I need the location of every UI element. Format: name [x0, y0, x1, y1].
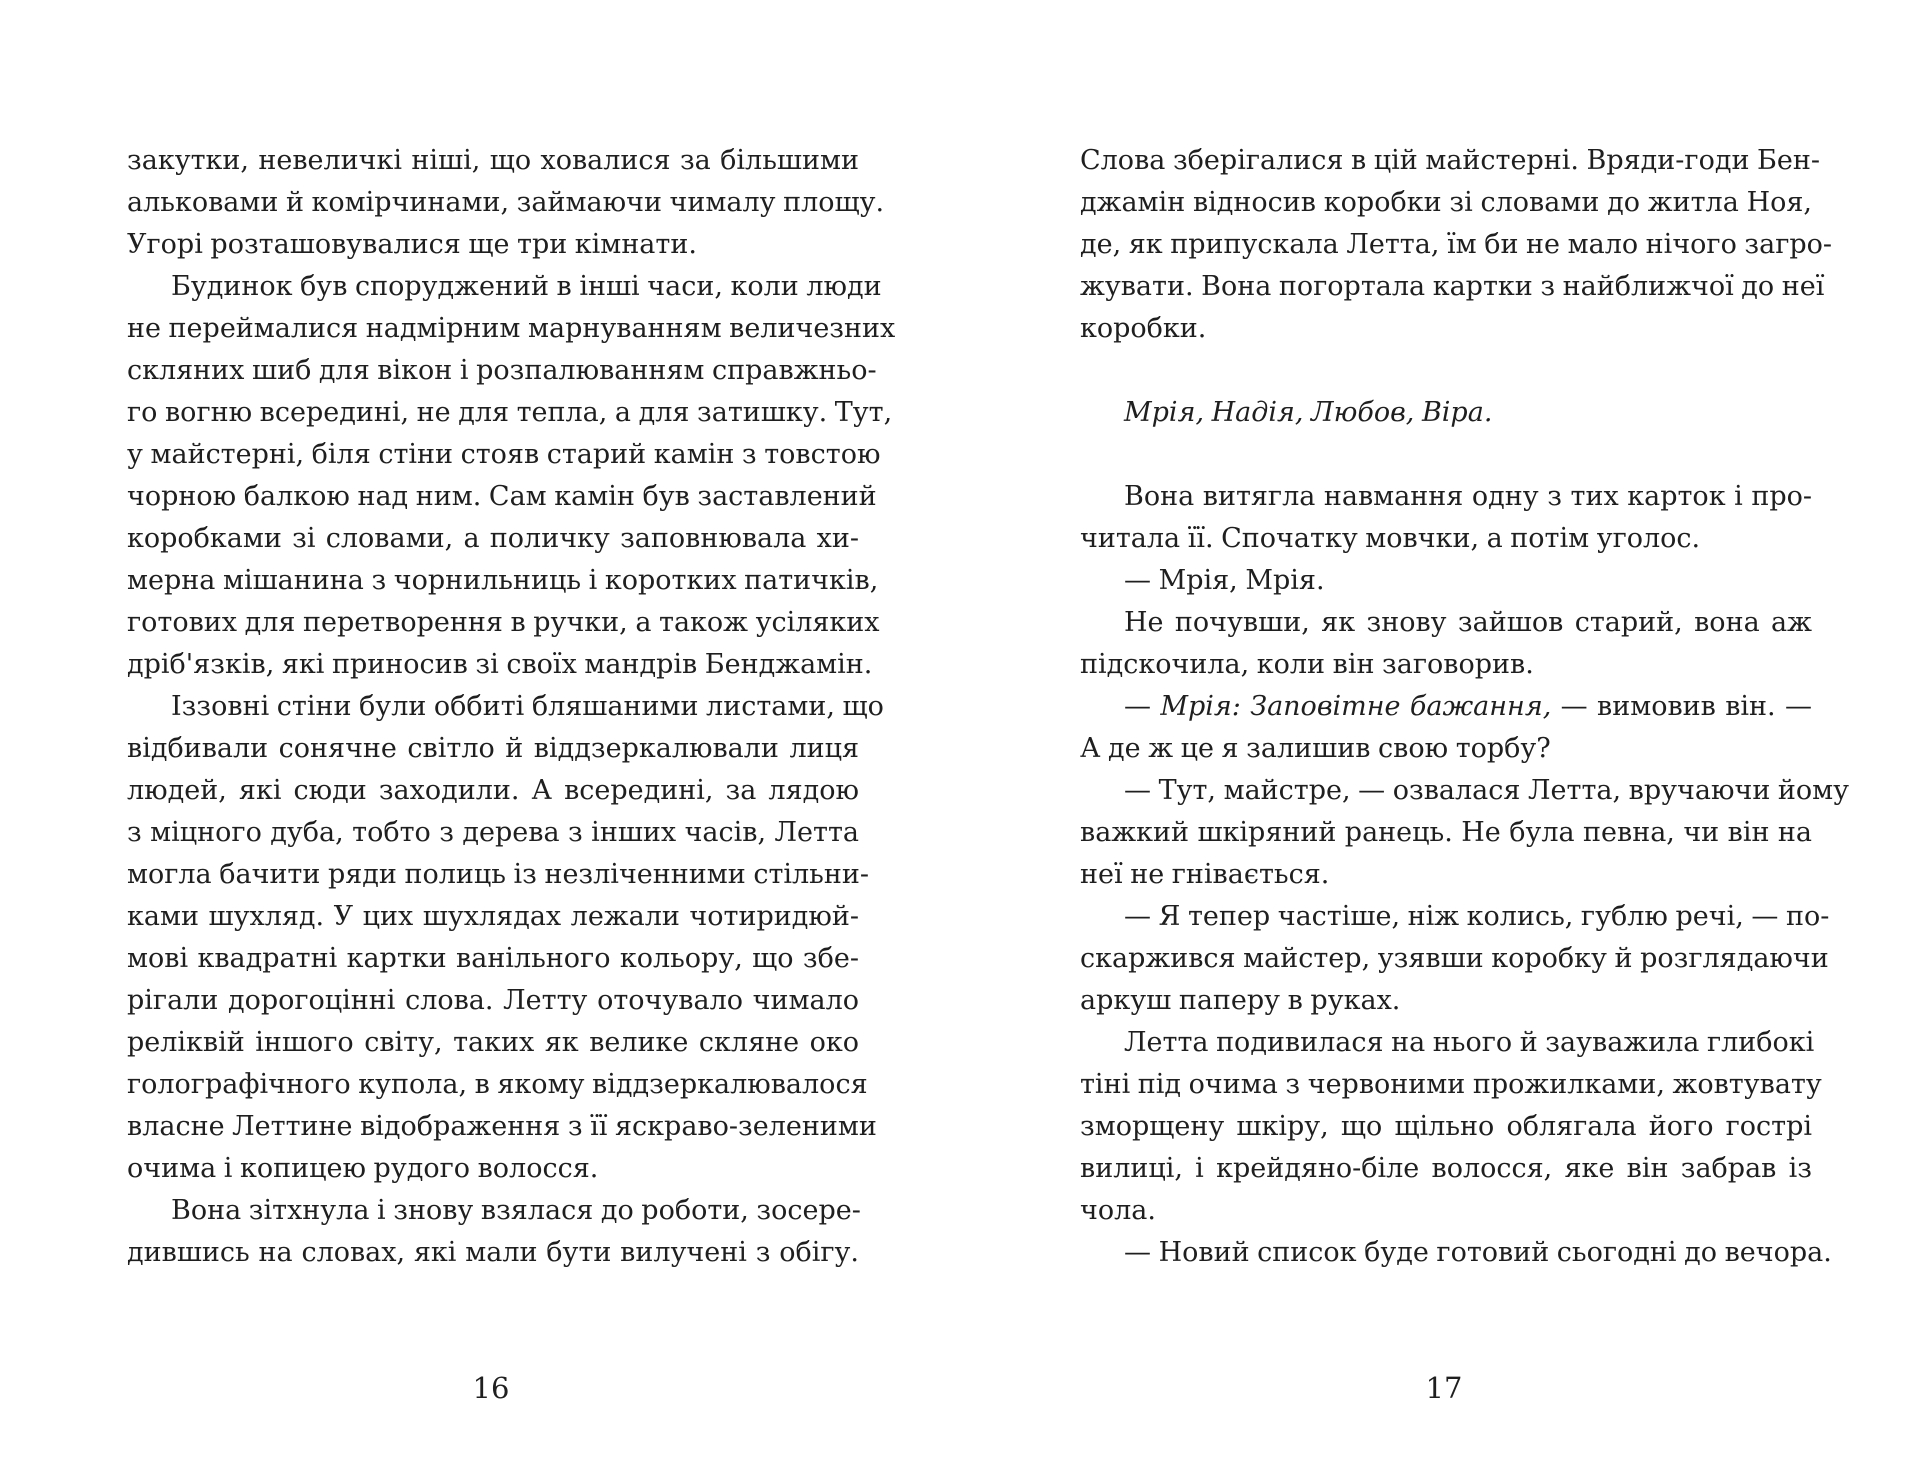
- text-line: жувати. Вона погортала картки з найближчої до неї: [1080, 271, 1825, 302]
- text-line: ками шухляд. У цих шухлядах лежали чотиридюй-: [127, 901, 859, 932]
- text-line: чола.: [1080, 1195, 1156, 1226]
- text-line: не переймалися надмірним марнуванням величезних: [127, 313, 896, 344]
- text-line: Угорі розташовувалися ще три кімнати.: [127, 229, 697, 260]
- text-line: зморщену шкіру, що щільно облягала його гострі: [1080, 1111, 1812, 1142]
- text-line: коробками зі словами, а поличку заповнювала хи-: [127, 523, 859, 554]
- text-line: підскочила, коли він заговорив.: [1080, 649, 1534, 680]
- text-line: Не почувши, як знову зайшов старий, вона аж: [1124, 607, 1812, 638]
- dialogue-line: — Тут, майстре, — озвалася Летта, вручаючи йому: [1124, 775, 1850, 806]
- text-line: реліквій іншого світу, таких як велике скляне око: [127, 1027, 859, 1058]
- text-line: важкий шкіряний ранець. Не була певна, чи він на: [1080, 817, 1812, 848]
- text-line: скаржився майстер, узявши коробку й розглядаючи: [1080, 943, 1829, 974]
- text-line: го вогню всередині, не для тепла, а для затишку. Тут,: [127, 397, 893, 428]
- text-line: могла бачити ряди полиць із незліченними стільни-: [127, 859, 869, 890]
- left-page: [127, 140, 896, 1274]
- text-line: Вона зітхнула і знову взялася до роботи, зосере-: [171, 1195, 861, 1226]
- text-line: мерна мішанина з чорнильниць і коротких патичків,: [127, 565, 879, 596]
- text-line: альковами й комірчинами, займаючи чималу площу.: [127, 187, 885, 218]
- page-number-left: 16: [472, 1371, 510, 1405]
- dialogue-attribution: — вимовив він. —: [1551, 691, 1812, 722]
- text-line: аркуш паперу в руках.: [1080, 985, 1401, 1016]
- text-line: Слова зберігалися в цій майстерні. Вряди-годи Бен-: [1080, 145, 1820, 176]
- text-line: чорною балкою над ним. Сам камін був заставлений: [127, 481, 877, 512]
- text-line: з міцного дуба, тобто з дерева з інших часів, Летта: [127, 817, 859, 848]
- dialogue-line: — Я тепер частіше, ніж колись, гублю речі, — по-: [1124, 901, 1830, 932]
- text-line: де, як припускала Летта, їм би не мало нічого загро-: [1080, 229, 1833, 260]
- text-line: мові квадратні картки ванільного кольору, що збе-: [127, 943, 859, 974]
- text-line: очима і копицею рудого волосся.: [127, 1153, 599, 1184]
- text-line: тіні під очима з червоними прожилками, жовтувату: [1080, 1069, 1822, 1100]
- text-line: готових для перетворення в ручки, а також усіляких: [127, 607, 880, 638]
- text-line: дріб'язків, які приносив зі своїх мандрів Бенджамін.: [127, 649, 873, 680]
- text-line: скляних шиб для вікон і розпалюванням справжньо-: [127, 355, 877, 386]
- text-line: джамін відносив коробки зі словами до житла Ноя,: [1080, 187, 1812, 218]
- text-line: вилиці, і крейдяно-біле волосся, яке він забрав із: [1080, 1153, 1812, 1184]
- text-line: закутки, невеличкі ніші, що ховалися за більшими: [127, 145, 859, 176]
- italic-definition: Мрія: Заповітне бажання,: [1160, 691, 1552, 722]
- page-number-right: 17: [1425, 1371, 1463, 1405]
- text-line: Вона витягла навмання одну з тих карток і про-: [1124, 481, 1812, 512]
- text-line: А де ж це я залишив свою торбу?: [1080, 733, 1551, 764]
- text-line: Будинок був споруджений в інші часи, коли люди: [171, 271, 882, 302]
- text-line: рігали дорогоцінні слова. Летту оточувало чимало: [127, 985, 859, 1016]
- blank-line: [1080, 350, 1812, 392]
- text-line: неї не гнівається.: [1080, 859, 1330, 890]
- dialogue-line: — Мрія, Мрія.: [1124, 565, 1325, 596]
- text-line: власне Леттине відображення з її яскраво-зеленими: [127, 1111, 877, 1142]
- dialogue-line: — Новий список буде готовий сьогодні до вечора.: [1124, 1237, 1832, 1268]
- text-line: Іззовні стіни були оббиті бляшаними листами, що: [171, 691, 884, 722]
- text-line: коробки.: [1080, 313, 1207, 344]
- text-line: голографічного купола, в якому віддзеркалювалося: [127, 1069, 868, 1100]
- text-line: людей, які сюди заходили. А всередині, за лядою: [127, 775, 859, 806]
- dialogue-dash: —: [1124, 691, 1161, 722]
- dialogue-line: [1080, 686, 1812, 728]
- italic-words-line: Мрія, Надія, Любов, Віра.: [1124, 397, 1493, 428]
- right-page: [1080, 140, 1850, 1274]
- text-line: Летта подивилася на нього й зауважила глибокі: [1124, 1027, 1815, 1058]
- text-line: у майстерні, біля стіни стояв старий камін з товстою: [127, 439, 881, 470]
- text-line: дившись на словах, які мали бути вилучені з обігу.: [127, 1237, 859, 1268]
- blank-line: [1080, 434, 1812, 476]
- text-line: відбивали сонячне світло й віддзеркалювали лиця: [127, 733, 859, 764]
- text-line: читала її. Спочатку мовчки, а потім уголос.: [1080, 523, 1701, 554]
